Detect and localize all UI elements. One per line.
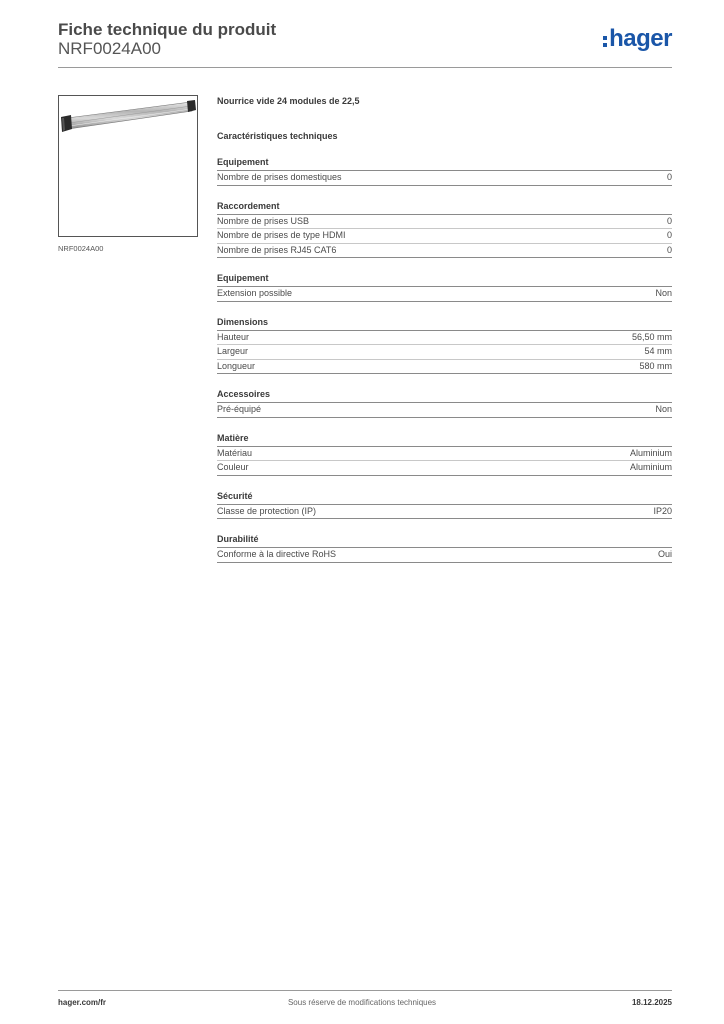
spec-group-title: Raccordement <box>217 200 672 215</box>
spec-value: IP20 <box>653 505 672 516</box>
spec-value: Non <box>655 404 672 414</box>
spec-row <box>217 505 672 520</box>
spec-group <box>217 316 672 375</box>
spec-label: Longueur <box>217 360 256 371</box>
spec-label: Nombre de prises domestiques <box>217 172 342 182</box>
spec-row <box>217 331 672 346</box>
spec-group-title: Accessoires <box>217 388 672 403</box>
spec-value: 0 <box>666 172 672 182</box>
logo-text: hager <box>609 25 672 52</box>
footer-divider <box>58 990 672 991</box>
spec-value: 56,50 mm <box>631 331 672 342</box>
spec-group <box>217 388 672 418</box>
spec-group-title: Durabilité <box>217 533 672 548</box>
spec-label: Largeur <box>217 346 249 356</box>
page-header <box>58 20 672 68</box>
spec-row <box>217 403 672 418</box>
spec-label: Matériau <box>217 447 253 458</box>
spec-value: 0 <box>666 215 672 226</box>
spec-label: Nombre de prises RJ45 CAT6 <box>217 244 337 255</box>
footer-notice: Sous réserve de modifications techniques <box>287 998 437 1007</box>
page-title: Fiche technique du produit <box>58 20 277 39</box>
spec-group-title: Matière <box>217 432 672 447</box>
spec-group-title: Sécurité <box>217 490 672 505</box>
spec-value: Aluminium <box>629 447 672 458</box>
spec-row <box>217 287 672 302</box>
spec-content <box>217 95 672 563</box>
spec-value: 0 <box>666 230 672 240</box>
logo-colon-icon <box>603 36 607 47</box>
spec-label: Pré-équipé <box>217 404 262 414</box>
spec-group <box>217 533 672 563</box>
spec-row <box>217 461 672 476</box>
product-reference: NRF0024A00 <box>58 39 162 58</box>
spec-value: 580 mm <box>639 360 672 371</box>
footer-date: 18.12.2025 <box>631 998 672 1007</box>
spec-row <box>217 548 672 563</box>
spec-label: Conforme à la directive RoHS <box>217 549 337 559</box>
product-image <box>58 95 198 237</box>
spec-group-title: Equipement <box>217 272 672 287</box>
hager-logo <box>603 25 672 53</box>
image-caption: NRF0024A00 <box>58 244 104 253</box>
spec-groups <box>217 156 672 563</box>
spec-row <box>217 215 672 230</box>
header-divider <box>58 67 672 68</box>
spec-row <box>217 229 672 244</box>
spec-group <box>217 200 672 259</box>
spec-label: Hauteur <box>217 331 250 342</box>
distribution-rail-image <box>59 96 197 236</box>
spec-label: Nombre de prises de type HDMI <box>217 230 346 240</box>
spec-row <box>217 345 672 360</box>
section-title: Caractéristiques techniques <box>217 131 338 141</box>
spec-group <box>217 432 672 476</box>
spec-label: Nombre de prises USB <box>217 215 310 226</box>
spec-group-title: Equipement <box>217 156 672 171</box>
spec-value: Non <box>655 288 672 298</box>
spec-value: 54 mm <box>644 346 672 356</box>
spec-label: Couleur <box>217 462 249 472</box>
spec-group <box>217 272 672 302</box>
spec-value: Aluminium <box>629 462 672 472</box>
spec-value: Oui <box>657 549 672 559</box>
spec-value: 0 <box>666 244 672 255</box>
spec-row <box>217 244 672 259</box>
spec-row <box>217 360 672 375</box>
spec-group <box>217 490 672 520</box>
footer-website[interactable]: hager.com/fr <box>58 998 107 1007</box>
spec-group <box>217 156 672 186</box>
spec-group-title: Dimensions <box>217 316 672 331</box>
spec-label: Classe de protection (IP) <box>217 505 317 516</box>
spec-label: Extension possible <box>217 288 293 298</box>
spec-row <box>217 171 672 186</box>
spec-row <box>217 447 672 462</box>
product-name: Nourrice vide 24 modules de 22,5 <box>217 96 360 106</box>
